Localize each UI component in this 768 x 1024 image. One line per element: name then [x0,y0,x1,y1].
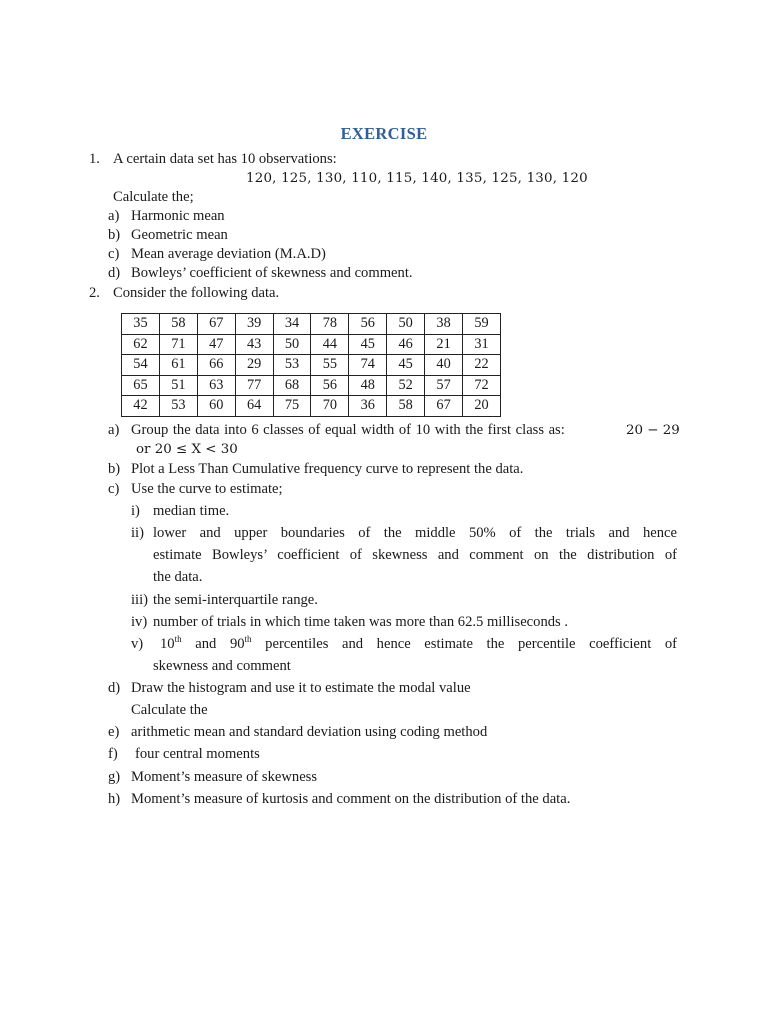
q2d-label: d) [108,680,121,696]
table-cell: 67 [197,314,235,335]
q2c-iv-text: number of trials in which time taken was more than 62.5 milliseconds . [153,614,569,630]
table-cell: 58 [159,314,197,335]
q2c-ii-line: estimate Bowleys’ coefficient of skewness and comment on the distribution of [153,547,677,563]
q1-calculate: Calculate the; [113,189,194,205]
table-cell: 43 [235,334,273,355]
q1-part-text: Mean average deviation (M.A.D) [131,246,326,262]
and-word: and [195,636,217,652]
table-cell: 44 [311,334,349,355]
table-cell: 67 [425,396,463,417]
q2a-label: a) [108,422,120,438]
table-cell: 50 [273,334,311,355]
table-cell: 70 [311,396,349,417]
table-cell: 50 [387,314,425,335]
page-title: EXERCISE [340,124,428,143]
q2h-text: Moment’s measure of kurtosis and comment on the distribution of the data. [131,791,571,807]
table-cell: 72 [463,375,501,396]
table-cell: 39 [235,314,273,335]
table-row [122,396,501,417]
q2c-iii-label: iii) [131,592,149,608]
q2g-text: Moment’s measure of skewness [131,769,318,785]
q2c-ii-label: ii) [131,525,144,541]
table-cell: 38 [425,314,463,335]
q1-part-label: c) [108,246,120,262]
data-table [121,313,501,417]
q2c-v-line [160,635,677,653]
tenth-number: 10 [160,636,175,652]
table-cell: 59 [463,314,501,335]
q2c-iv-label: iv) [131,614,148,630]
q1-observations: 120, 125, 130, 110, 115, 140, 135, 125, 130, 120 [246,171,588,186]
table-cell: 56 [349,314,387,335]
q2c-label: c) [108,481,120,497]
table-cell: 58 [387,396,425,417]
table-cell: 77 [235,375,273,396]
table-cell: 60 [197,396,235,417]
calculate-the: Calculate the [131,702,208,718]
q2f-text: four central moments [135,746,260,762]
q2b-label: b) [108,461,121,477]
table-cell: 71 [159,334,197,355]
table-cell: 63 [197,375,235,396]
table-cell: 53 [273,355,311,376]
table-cell: 22 [463,355,501,376]
table-cell: 45 [387,355,425,376]
q2h-label: h) [108,791,121,807]
table-cell: 53 [159,396,197,417]
table-cell: 65 [122,375,160,396]
q2c-i-label: i) [131,503,140,519]
q1-part-label: a) [108,208,120,224]
table-cell: 66 [197,355,235,376]
table-cell: 51 [159,375,197,396]
table-cell: 75 [273,396,311,417]
q1-part-text: Bowleys’ coefficient of skewness and comment. [131,265,413,281]
table-cell: 74 [349,355,387,376]
q2c-ii-line: lower and upper boundaries of the middle 50% of the trials and hence [153,525,677,541]
table-cell: 54 [122,355,160,376]
q2a-math-interval: or 20 ≤ X < 30 [136,442,238,457]
q1-number: 1. [89,151,100,167]
table-cell: 20 [463,396,501,417]
table-cell: 57 [425,375,463,396]
percentile-text: percentiles and hence estimate the percentile coefficient of [265,636,678,652]
q2c-ii-line: the data. [153,569,203,585]
table-cell: 56 [311,375,349,396]
tenth-suffix: th [174,634,182,645]
table-cell: 34 [273,314,311,335]
q2c-i-text: median time. [153,503,230,519]
table-cell: 47 [197,334,235,355]
table-cell: 21 [425,334,463,355]
table-cell: 52 [387,375,425,396]
ninetieth-suffix: th [244,634,252,645]
q2g-label: g) [108,769,121,785]
table-cell: 31 [463,334,501,355]
table-row [122,375,501,396]
q1-part-label: b) [108,227,121,243]
q2a-text: Group the data into 6 classes of equal width of 10 with the first class as: [131,422,565,438]
table-cell: 36 [349,396,387,417]
ninetieth-number: 90 [229,636,245,652]
table-cell: 40 [425,355,463,376]
table-cell: 29 [235,355,273,376]
q2b-text: Plot a Less Than Cumulative frequency curve to represent the data. [131,461,524,477]
table-cell: 45 [349,334,387,355]
q2d-text: Draw the histogram and use it to estimate the modal value [131,680,471,696]
q2e-text: arithmetic mean and standard deviation using coding method [131,724,488,740]
table-cell: 68 [273,375,311,396]
table-cell: 61 [159,355,197,376]
q2a-math-range: 20 − 29 [626,423,680,438]
q2-number: 2. [89,285,100,301]
table-row [122,355,501,376]
q1-part-label: d) [108,265,121,281]
q2c-v-line2: skewness and comment [153,658,291,674]
table-cell: 48 [349,375,387,396]
q1-text: A certain data set has 10 observations: [113,151,337,167]
q2c-v-label: v) [131,636,144,652]
table-row [122,334,501,355]
table-cell: 46 [387,334,425,355]
q1-part-text: Geometric mean [131,227,228,243]
table-cell: 35 [122,314,160,335]
q2c-iii-text: the semi-interquartile range. [153,592,318,608]
table-cell: 62 [122,334,160,355]
q2c-text: Use the curve to estimate; [131,481,283,497]
q2f-label: f) [108,746,118,762]
q1-part-text: Harmonic mean [131,208,225,224]
q2-text: Consider the following data. [113,285,280,301]
table-cell: 42 [122,396,160,417]
table-cell: 55 [311,355,349,376]
q2e-label: e) [108,724,120,740]
table-cell: 64 [235,396,273,417]
table-row [122,314,501,335]
table-cell: 78 [311,314,349,335]
